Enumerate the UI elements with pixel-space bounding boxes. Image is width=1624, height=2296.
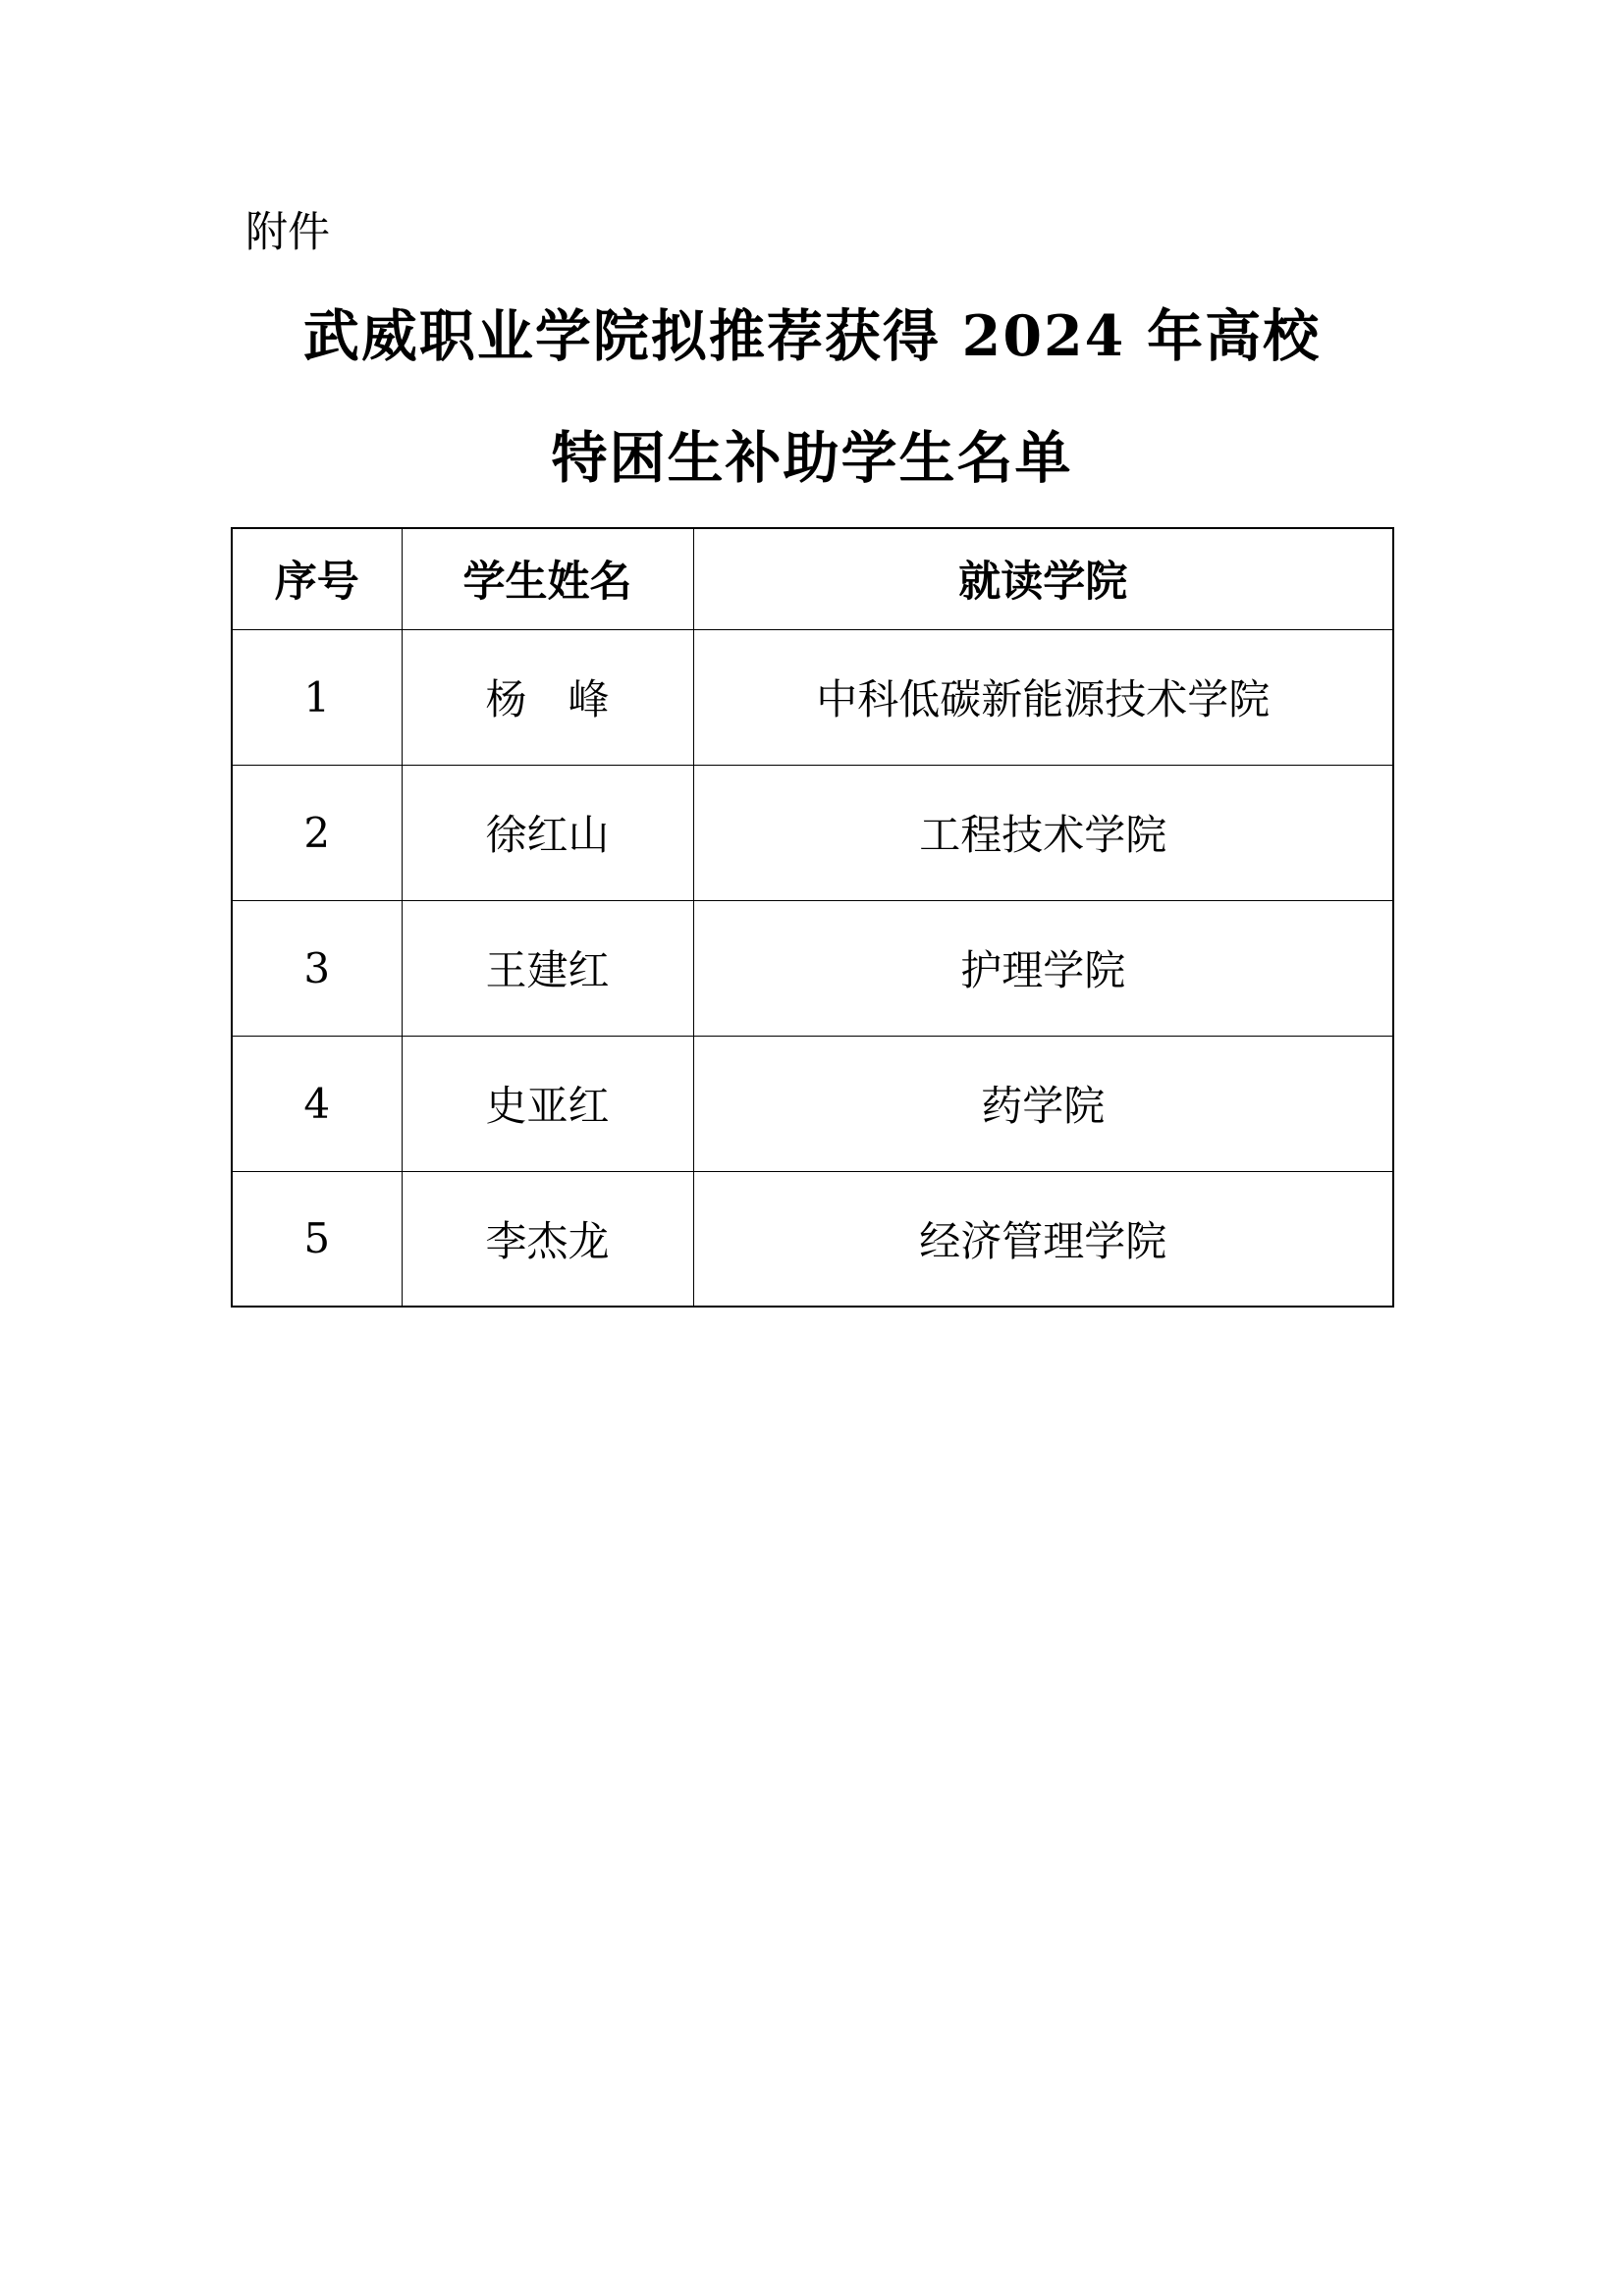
cell-serial-number: 2	[232, 765, 402, 900]
cell-college: 工程技术学院	[693, 765, 1393, 900]
document-title-line-1: 武威职业学院拟推荐获得 2024 年高校	[302, 303, 1322, 369]
table-header-row	[232, 528, 1393, 629]
cell-student-name: 李杰龙	[402, 1171, 693, 1307]
cell-serial-number: 5	[232, 1171, 402, 1307]
cell-student-name: 徐红山	[402, 765, 693, 900]
cell-serial-number: 4	[232, 1036, 402, 1171]
cell-college: 经济管理学院	[693, 1171, 1393, 1307]
table-row	[232, 900, 1393, 1036]
table-row	[232, 1036, 1393, 1171]
cell-student-name: 史亚红	[402, 1036, 693, 1171]
header-student-name: 学生姓名	[402, 528, 693, 629]
header-serial-number: 序号	[232, 528, 402, 629]
attachment-label: 附件	[245, 208, 330, 257]
header-college: 就读学院	[693, 528, 1393, 629]
table-row	[232, 765, 1393, 900]
student-roster-table	[231, 527, 1394, 1308]
table-row	[232, 1171, 1393, 1307]
table-row	[232, 629, 1393, 765]
cell-college: 中科低碳新能源技术学院	[693, 629, 1393, 765]
cell-student-name: 杨 峰	[402, 629, 693, 765]
cell-college: 药学院	[693, 1036, 1393, 1171]
cell-student-name: 王建红	[402, 900, 693, 1036]
document-title-line-2: 特困生补助学生名单	[551, 425, 1073, 491]
cell-serial-number: 1	[232, 629, 402, 765]
cell-serial-number: 3	[232, 900, 402, 1036]
cell-college: 护理学院	[693, 900, 1393, 1036]
